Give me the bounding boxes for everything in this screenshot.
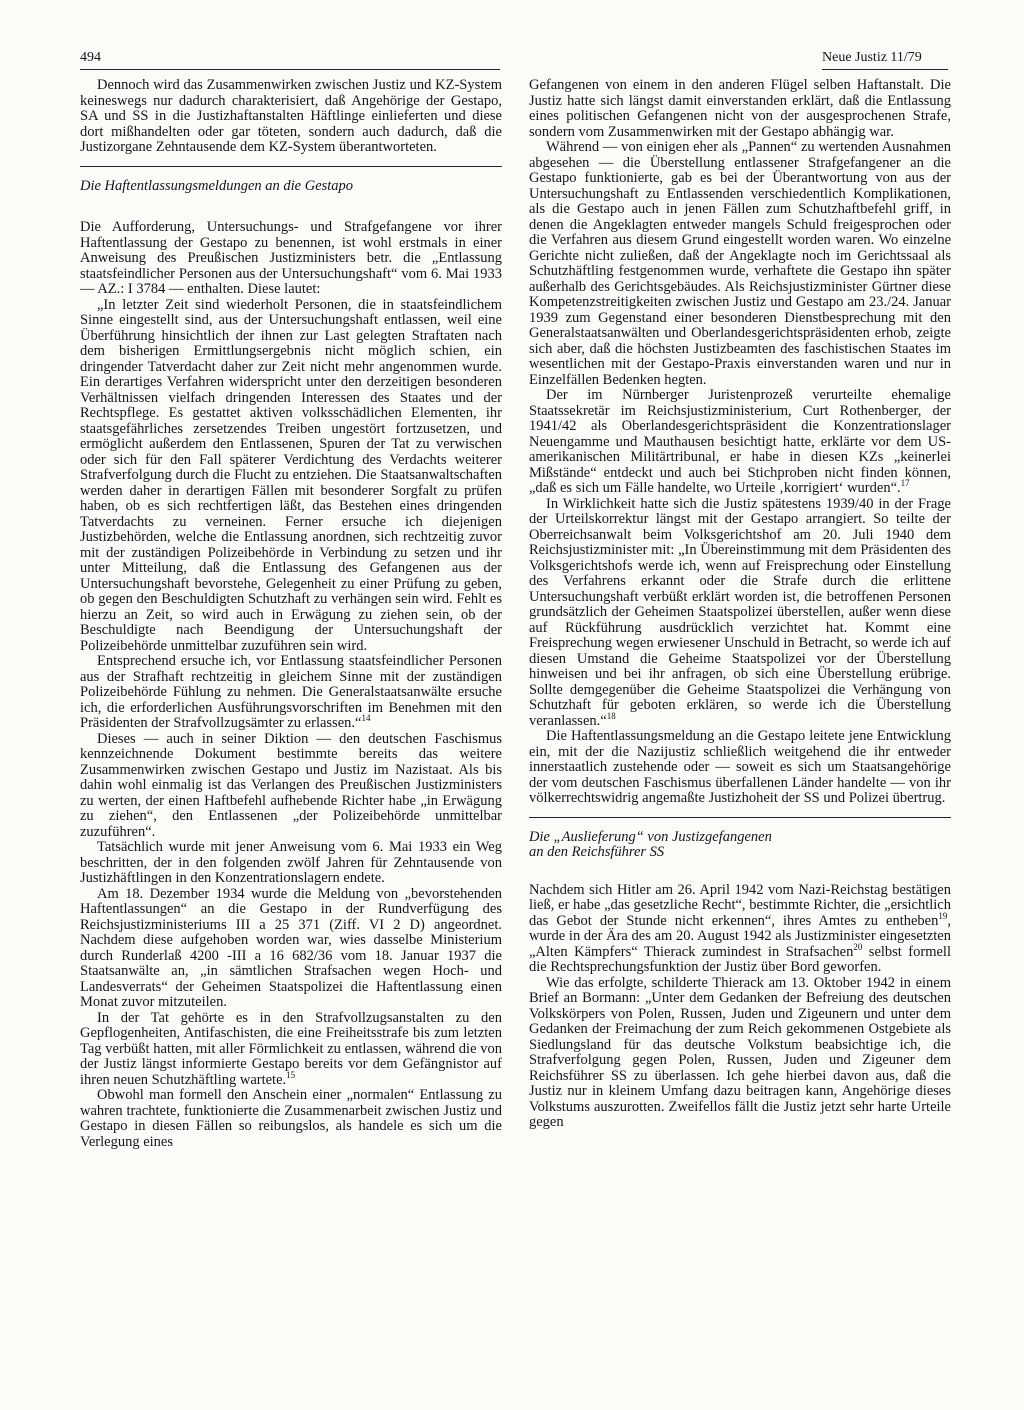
footnote-ref: 18 (606, 710, 616, 721)
paragraph: Die Aufforderung, Untersuchungs- und Strafgefangene vor ihrer Haftentlassung der Gestapo zu benennen, ist wohl erstmals in einer Anweisung des Preußischen Justizministers betr. die „Entlassung staatsfeindlicher Personen aus der Untersuchungshaft“ vom 6. Mai 1933 — AZ.: I 3784 — enthalten. Diese lautet: (80, 219, 502, 297)
paragraph (80, 1011, 502, 1089)
section-heading-line: Die „Auslieferung“ von Justizgefangenen (529, 828, 772, 845)
paragraph: Tatsächlich wurde mit jener Anweisung vom 6. Mai 1933 ein Weg beschritten, der in den folgenden zwölf Jahren für Zehntausende von Justizhäftlingen in den Konzentrationslagern endete. (80, 839, 502, 886)
paragraph-text: selbst formell die Rechtsprechungsfunktion der Justiz über Bord geworfen. (529, 943, 951, 975)
section-heading (529, 830, 951, 861)
paragraph (529, 388, 951, 497)
right-column (529, 78, 951, 1398)
paragraph-text: Nachdem sich Hitler am 26. April 1942 vom Nazi-Reichstag bestätigen ließ, er habe „das gesetzliche Recht“, bestimmte Richter, die „ersichtlich das Gebot der Stunde nicht erkennen“, ihres Amtes zu entheben (529, 881, 951, 929)
paragraph: Während — von einigen eher als „Pannen“ zu wertenden Ausnahmen abgesehen — die Überstellung entlassener Strafgefangener an die Gestapo funktionierte, gab es bei der Überantwortung von aus der Untersuchungshaft zu Entlassenden verschiedentlich Komplikationen, als die Gestapo auch in jenen Fällen zum Schutzhaftbefehl griff, in denen die Angeklagten entweder mangels Schuld freigesprochen oder die Verfahren aus diesem Grund eingestellt worden waren. Wo einzelne Gerichte nicht zuließen, daß der Angeklagte noch im Gerichtssaal als Schutzhäftling festgenommen wurde, verhaftete die Gestapo ihn später außerhalb des Gerichtsgebäudes. Als Reichsjustizminister Gürtner diese Kompetenzstreitigkeiten zwischen Justiz und Gestapo am 23./24. Januar 1939 zum Gegenstand einer besonderen Dienstbesprechung mit den Generalstaatsanwälten und Oberlandesgerichtspräsidenten erhob, zeigte sich aber, daß die höchsten Justizbeamten des faschistischen Staates im wesentlichen mit der Gestapo-Praxis einverstanden waren und nur in Einzelfällen Bedenken hegten. (529, 139, 951, 388)
paragraph: Dennoch wird das Zusammenwirken zwischen Justiz und KZ-System keineswegs nur dadurch charakterisiert, daß Angehörige der Gestapo, SA und SS in die Justizhaftanstalten Häftlinge einlieferten und diese dort mißhandelten oder gar töteten, sondern auch dadurch, daß die Justizorgane Zehntausende dem KZ-System überantworteten. (80, 77, 502, 155)
paragraph-text: , wurde in der Ära des am 20. August 1942 als Justizminister eingesetzten „Alten Kämpfers“ Thierack zumindest in Strafsachen (529, 912, 951, 960)
footnote-ref: 14 (361, 713, 371, 724)
section-divider (80, 166, 502, 167)
quote-text: Entsprechend ersuche ich, vor Entlassung staatsfeindlicher Personen aus der Strafhaft rechtzeitig in gleichem Sinne mit der zuständigen Polizeibehörde Fühlung zu nehmen. Die Generalstaatsanwälte ersuche ich, die erforderlichen Ausführungsvorschriften im Benehmen mit den Präsidenten der Strafvollzugsämter zu erlassen.“ (80, 653, 502, 731)
section-heading-line: an den Reichsführer SS (529, 844, 665, 860)
quote-paragraph (80, 654, 502, 732)
paragraph: Gefangenen von einem in den anderen Flügel selben Haftanstalt. Die Justiz hatte sich längst damit einverstanden erklärt, daß die Entlassung eines politischen Gefangenen nicht von der ausgesprochenen Strafe, sondern vom Zusammenwirken mit der Gestapo abhängig war. (529, 77, 951, 140)
paragraph-text: In der Tat gehörte es in den Strafvollzugsanstalten zu den Gepflogenheiten, Antifaschisten, die eine Freiheitsstrafe bis zum letzten Tag verbüßt hatten, mit aller Förmlichkeit zu entlassen, während die von der Justiz längst informierte Gestapo bereits vor dem Gefängnistor auf ihren neuen Schutzhäftling wartete. (80, 1009, 502, 1088)
paragraph: Dieses — auch in seiner Diktion — den deutschen Faschismus kennzeichnende Dokument bestimmte bereits das weitere Zusammenwirken zwischen Gestapo und Justiz im Nazistaat. Als bis dahin wohl einmalig ist das Verlangen des Preußischen Justizministers zu werten, der einen Haftbefehl aufhebende Richter habe „in Erwägung zu ziehen“, den Entlassenen „der Polizeibehörde unmittelbar zuzuführen“. (80, 730, 502, 840)
section-heading-text: Die Haftentlassungsmeldungen an die Gestapo (80, 177, 354, 194)
page-number: 494 (80, 50, 101, 65)
journal-issue: Neue Justiz 11/79 (822, 50, 922, 65)
quote-paragraph: „In letzter Zeit sind wiederholt Personen, die in staatsfeindlichem Sinne eingestellt sind, aus der Untersuchungshaft entlassen, weil eine Überführung hinsichtlich der ihnen zur Last gelegten Straftaten nach dem bisherigen Ermittlungsergebnis nicht möglich schien, ein dringender Tatverdacht daher zur Zeit nicht mehr angenommen wurde. Ein derartiges Verfahren widerspricht unter den derzeitigen besonderen Verhältnissen vielfach dringenden Interessen des Staates und der Rechtspflege. Es gestattet aktiven volksschädlichen Elementen, ihr staatsgefährliches zersetzendes Treiben ungestört fortzusetzen, und ermöglicht außerdem den Entlassenen, Spuren der Tat zu verwischen oder sich für den Fall späterer Verdichtung des Verdachts weiterer Strafverfolgung durch die Flucht zu entziehen. Die Staatsanwaltschaften werden daher in derartigen Fällen mit besonderer Sorgfalt zu prüfen haben, ob es sich rechtfertigen läßt, das Bestehen eines dringenden Tatverdachts zu verneinen. Ferner ersuche ich diejenigen Justizbehörden, welche die Entlassung anordnen, sich rechtzeitig zuvor mit der zuständigen Polizeibehörde in Verbindung zu setzen und ihr unter Mitteilung, daß die Entlassung des Gefangenen aus der Untersuchungshaft bevorstehe, Gelegenheit zu einer Prüfung zu geben, ob gegen den Beschuldigten Schutzhaft zu verhängen sein wird. Fehlt es hierzu an Zeit, so wird auch in Erwägung zu ziehen sein, ob der Beschuldigte nach Beendigung der Untersuchungshaft der Polizeibehörde unmittelbar zuzuführen sein wird. (80, 296, 502, 654)
footnote-ref: 19 (938, 910, 948, 921)
paragraph (529, 497, 951, 730)
paragraph-text: Der im Nürnberger Juristenprozeß verurteilte ehemalige Staatssekretär im Reichsjustizministerium, Curt Rothenberger, der 1941/42 als Oberlandesgerichtspräsident die Konzentrationslager Neuengamme und Mauthausen besichtigt hatte, erklärte vor dem US-amerikanischen Militärtribunal, er habe in diesen KZs „keinerlei Mißstände“ entdeckt und auch bei Stichproben nicht finden können, „daß es sich um Fälle handelte, wo Urteile ‚korrigiert‘ wurden“. (529, 387, 951, 496)
paragraph: Wie das erfolgte, schilderte Thierack am 13. Oktober 1942 in einem Brief an Bormann: „Unter dem Gedanken der Befreiung des deutschen Volkskörpers von Polen, Russen, Juden und Zigeunern und unter dem Gedanken der Freimachung der zum Reich gekommenen Ostgebiete als Siedlungsland für das deutsche Volkstum beabsichtige ich, die Strafverfolgung gegen Polen, Russen, Juden und Zigeuner dem Reichsführer SS zu überlassen. Ich gehe hierbei davon aus, daß die Justiz nur in kleinem Umfang dazu beitragen kann, Angehörige dieses Volkstums auszurotten. Zweifellos fällt die Justiz jetzt sehr harte Urteile gegen (529, 974, 951, 1130)
header-rule-left (80, 69, 500, 70)
paragraph: Am 18. Dezember 1934 wurde die Meldung von „bevorstehenden Haftentlassungen“ an die Gestapo in der Rundverfügung des Reichsjustizministeriums III a 25 371 (Ziff. VI 2 D) angeordnet. Nachdem diese aufgehoben worden war, wies dasselbe Ministerium durch Runderlaß 4200 -III a 16 682/36 vom 18. Januar 1937 die Staatsanwälte an, „in sämtlichen Strafsachen wegen Hoch- und Landesverrats“ der Geheimen Staatspolizei die Haftentlassung einen Monat zuvor mitzuteilen. (80, 885, 502, 1010)
left-column (80, 78, 502, 1398)
paragraph: Die Haftentlassungsmeldung an die Gestapo leitete jene Entwicklung ein, mit der die Nazijustiz schließlich weitgehend die ihr entweder innerstaatlich zustehende oder — soweit es sich um Staatsangehörige der vom deutschen Faschismus überfallenen Länder handelte — von ihr völkerrechtswidrig angemaßte Justizhoheit der SS und Polizei übertrug. (529, 728, 951, 806)
footnote-ref: 17 (900, 478, 910, 489)
footnote-ref: 15 (286, 1069, 296, 1080)
footnote-ref: 20 (853, 941, 863, 952)
header-rule-right (822, 69, 948, 70)
section-heading (80, 179, 502, 195)
paragraph: Obwohl man formell den Anschein einer „normalen“ Entlassung zu wahren trachtete, funktionierte die Zusammenarbeit zwischen Justiz und Gestapo in diesen Fällen so reibungslos, als handele es sich um die Verlegung eines (80, 1087, 502, 1150)
paragraph-text: In Wirklichkeit hatte sich die Justiz spätestens 1939/40 in der Frage der Urteilskorrektur längst mit der Gestapo arrangiert. So teilte der Oberreichsanwalt beim Volksgerichtshof am 20. Juli 1940 dem Reichsjustizminister mit: „In Übereinstimmung mit dem Präsidenten des Volksgerichtshofs werde ich, wenn auf Freisprechung oder Einstellung des Verfahrens erkannt oder die Strafe durch die erlittene Untersuchungshaft verbüßt erklärt worden ist, die betroffenen Personen grundsätzlich der Geheimen Staatspolizei überstellen, außer wenn diese auf Rückführung ausdrücklich verzichtet hat. Kommt eine Freisprechung wegen erwiesener Unschuld in Betracht, so werde ich auf diesen Umstand die Geheime Staatspolizei vor der Überstellung hinweisen und bei ihr anfragen, ob sich eine Überstellung erübrige. Sollte demgegenüber die Geheime Staatspolizei die Verhängung von Schutzhaft für geboten erklären, so werde ich die Überstellung veranlassen.“ (529, 495, 951, 729)
paragraph (529, 883, 951, 976)
section-divider (529, 817, 951, 818)
